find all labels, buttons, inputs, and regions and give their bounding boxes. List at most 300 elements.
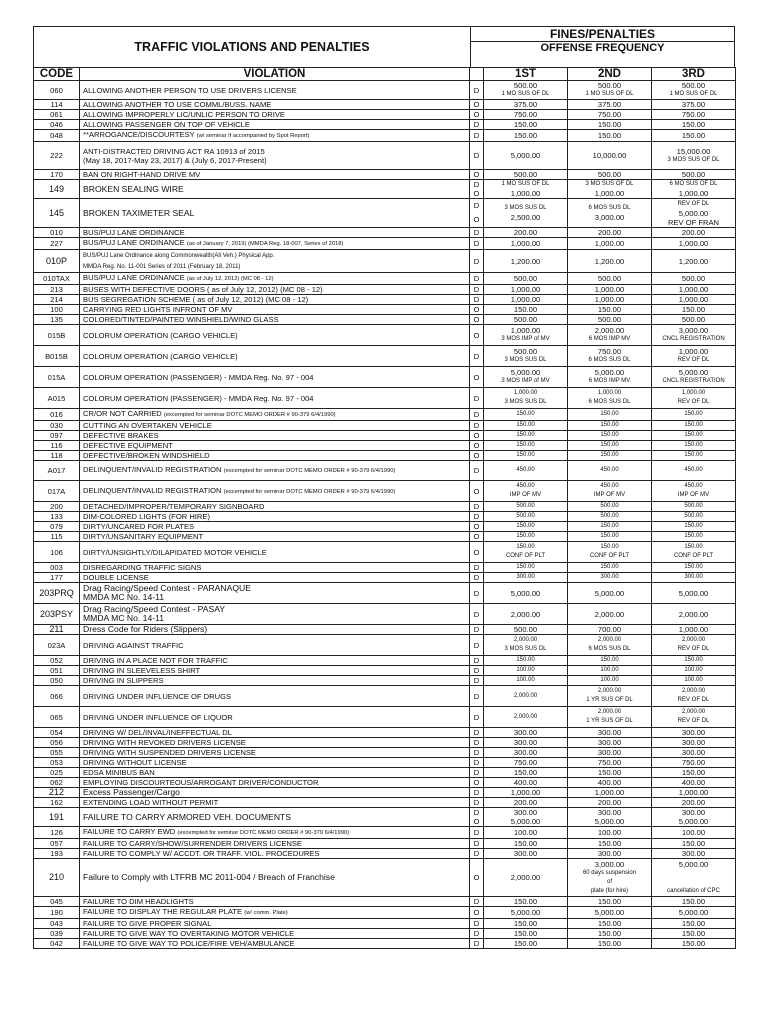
fine-line: 100.00: [516, 677, 535, 683]
fine-line: 500.00: [513, 170, 538, 179]
row-fine-f1: [484, 250, 568, 273]
document-title: TRAFFIC VIOLATIONS AND PENALTIES: [34, 27, 471, 67]
violation-note: (w/ comm. Plate): [244, 910, 288, 916]
row-type-d: D: [473, 808, 480, 817]
row-fine-f2: [568, 583, 652, 604]
row-fine-f3: [652, 563, 736, 573]
fine-line: 1,200.00: [594, 256, 625, 266]
row-fine-f2: [568, 461, 652, 481]
row-fine-f3: [652, 120, 736, 130]
row-violation: [80, 808, 470, 827]
row-type: D: [470, 788, 484, 798]
table-row: [34, 583, 736, 604]
table-row: [34, 305, 736, 315]
fine-line: 100.00: [684, 677, 703, 683]
fine-line: 6 MOS SUS DL: [588, 399, 631, 405]
penalties-table: [33, 67, 736, 949]
fine-line: 2,000.00: [597, 637, 622, 643]
violation-text: DRIVING W/ DEL/INVAL/INEFFECTUAL DL: [83, 728, 232, 737]
row-fine-f3: [652, 748, 736, 758]
row-fine-f2: [568, 532, 652, 542]
row-type: D: [470, 666, 484, 676]
row-code: 053: [34, 758, 80, 768]
row-code: 056: [34, 738, 80, 748]
violation-text: **ARROGANCE/DISCOURTESY: [83, 130, 195, 139]
fine-line: REV OF DL: [677, 200, 710, 207]
table-row: [34, 273, 736, 285]
violation-text: COLORUM OPERATION (PASSENGER) - MMDA Reg. No. 97 - 004: [83, 393, 314, 403]
fine-line: 700.00: [597, 625, 622, 634]
violation-text: BUSES WITH DEFECTIVE DOORS ( as of July 12, 2012) (MC 08 - 12): [83, 285, 323, 294]
row-fine-f1: [484, 666, 568, 676]
fine-line: 5,000.00: [594, 817, 625, 826]
row-type: [470, 199, 484, 228]
row-fine-f3: [652, 100, 736, 110]
violation-text: DEFECTIVE BRAKES: [83, 431, 159, 440]
fine-line: 150.00: [681, 929, 706, 938]
violation-text: FAILURE TO DISPLAY THE REGULAR PLATE: [83, 907, 243, 916]
fine-line: 1 MO SUS OF DL: [501, 181, 550, 187]
fine-line: 500.00: [513, 274, 538, 283]
violation-text: BROKEN TAXIMETER SEAL: [83, 207, 195, 218]
table-row: [34, 502, 736, 512]
row-type: D: [470, 707, 484, 728]
row-fine-f2: [568, 788, 652, 798]
violation-text: COLORUM OPERATION (CARGO VEHICLE): [83, 351, 238, 361]
row-type: O: [470, 778, 484, 788]
row-fine-f3: [652, 481, 736, 502]
row-fine-f1: [484, 929, 568, 939]
row-type: D: [470, 625, 484, 635]
row-fine-f2: [568, 656, 652, 666]
row-fine-f1: [484, 421, 568, 431]
row-fine-f3: [652, 142, 736, 170]
row-fine-f3: [652, 441, 736, 451]
row-fine-f1: [484, 431, 568, 441]
fine-line: 200.00: [597, 798, 622, 807]
row-code: 100: [34, 305, 80, 315]
fine-line: 150.00: [600, 422, 619, 428]
fine-line: 750.00: [597, 347, 622, 356]
row-code: 115: [34, 532, 80, 542]
row-code: 030: [34, 421, 80, 431]
row-fine-f1: [484, 325, 568, 346]
violation-text: BROKEN SEALING WIRE: [83, 183, 184, 194]
fine-line: plate (for hire): [590, 887, 629, 894]
row-fine-f3: [652, 542, 736, 563]
row-code: 003: [34, 563, 80, 573]
fine-line: 1,000.00: [510, 285, 541, 294]
violation-text: EMPLOYING DISCOURTEOUS/ARROGANT DRIVER/CONDUCTOR: [83, 778, 319, 787]
fine-line: 150.00: [516, 422, 535, 428]
fine-line: 150.00: [597, 839, 622, 848]
row-fine-f1: [484, 656, 568, 666]
row-fine-f2: [568, 367, 652, 388]
fine-line: 150.00: [513, 839, 538, 848]
row-code: 191: [34, 808, 80, 827]
violation-text: DELINQUENT/INVALID REGISTRATION: [83, 485, 222, 495]
violation-note: (as of January 7, 2019) (MMDA Reg. 18-007, Series of 2018): [186, 241, 344, 247]
fine-line: 300.00: [516, 574, 535, 580]
row-type: D: [470, 583, 484, 604]
fine-line: 100.00: [513, 828, 538, 837]
row-fine-f1: [484, 778, 568, 788]
fine-line: 2,000.00: [678, 609, 709, 619]
fine-line: 750.00: [597, 758, 622, 767]
fine-line: 10,000.00: [592, 151, 627, 160]
fine-line: IMP OF MV: [677, 492, 710, 498]
column-header-type: [470, 68, 484, 81]
row-fine-f2: [568, 170, 652, 180]
fine-line: 150.00: [516, 564, 535, 570]
fine-line: 300.00: [684, 574, 703, 580]
row-fine-f3: [652, 502, 736, 512]
row-type: O: [470, 907, 484, 919]
fine-line: 2,000.00: [681, 688, 706, 694]
row-violation: [80, 919, 470, 929]
row-fine-f1: [484, 522, 568, 532]
row-fine-f1: [484, 388, 568, 409]
row-code: 054: [34, 728, 80, 738]
row-fine-f3: [652, 707, 736, 728]
table-row: [34, 907, 736, 919]
fine-line: 150.00: [684, 422, 703, 428]
row-code: 190: [34, 907, 80, 919]
row-fine-f1: [484, 100, 568, 110]
row-type: D: [470, 839, 484, 849]
fine-line: 150.00: [516, 533, 535, 539]
violation-text: BUS/PUJ LANE ORDINANCE: [83, 238, 185, 247]
row-fine-f3: [652, 522, 736, 532]
row-type: D: [470, 919, 484, 929]
row-fine-f3: [652, 512, 736, 522]
row-fine-f3: [652, 676, 736, 686]
violation-text-line2: MMDA MC No. 14-11: [83, 592, 165, 602]
row-violation: [80, 502, 470, 512]
row-type: D: [470, 635, 484, 656]
row-fine-f3: [652, 170, 736, 180]
fine-line: 150.00: [600, 442, 619, 448]
row-fine-f1: [484, 367, 568, 388]
violation-text: BAN ON RIGHT-HAND DRIVE MV: [83, 170, 201, 179]
row-code: 079: [34, 522, 80, 532]
table-row: [34, 849, 736, 859]
violation-text: Dress Code for Riders (Slippers): [83, 624, 208, 634]
fine-line: 150.00: [513, 897, 538, 906]
fine-line: 500.00: [597, 315, 622, 324]
table-row: [34, 481, 736, 502]
row-type: D: [470, 285, 484, 295]
row-violation: [80, 367, 470, 388]
row-fine-f3: [652, 859, 736, 897]
row-type: D: [470, 939, 484, 949]
fine-line: 2,000.00: [594, 609, 625, 619]
fine-line: 1 YR SUS OF DL: [586, 697, 633, 703]
violation-text: CR/OR NOT CARRIED: [83, 409, 162, 418]
fine-line: 2,000.00: [681, 637, 706, 643]
fine-line: 1,000.00: [678, 239, 709, 248]
fine-line: 450.00: [684, 467, 703, 473]
violation-text: DRIVING IN SLEEVELESS SHIRT: [83, 666, 201, 675]
row-type-o: O: [473, 189, 480, 198]
table-row: [34, 728, 736, 738]
fine-line: CNCL REGISTRATION: [662, 378, 725, 384]
row-fine-f1: [484, 120, 568, 130]
fine-line: 150.00: [597, 131, 622, 140]
row-fine-f1: [484, 563, 568, 573]
fine-line: 1 MO SUS OF DL: [501, 91, 550, 97]
fine-line: 1,000.00: [510, 295, 541, 304]
row-code: 097: [34, 431, 80, 441]
fine-line: 450.00: [684, 483, 703, 489]
row-violation: [80, 788, 470, 798]
violation-text: DETACHED/IMPROPER/TEMPORARY SIGNBOARD: [83, 502, 265, 511]
fine-line: 150.00: [684, 442, 703, 448]
row-type: O: [470, 451, 484, 461]
row-violation: [80, 522, 470, 532]
fine-line: 150.00: [516, 657, 535, 663]
fine-line: 750.00: [681, 758, 706, 767]
row-violation: [80, 676, 470, 686]
fine-line: 1 MO SUS OF DL: [669, 91, 718, 97]
row-violation: [80, 897, 470, 907]
row-violation: [80, 250, 470, 273]
table-row: [34, 199, 736, 228]
fine-line: 1,000.00: [678, 347, 709, 356]
table-row: [34, 563, 736, 573]
row-fine-f2: [568, 409, 652, 421]
row-fine-f3: [652, 81, 736, 100]
table-row: [34, 748, 736, 758]
row-violation: [80, 228, 470, 238]
fine-line: 150.00: [513, 919, 538, 928]
row-type: D: [470, 421, 484, 431]
violation-text: BUS/PUJ LANE ORDINANCE: [83, 228, 185, 237]
fine-line: 375.00: [597, 100, 622, 109]
fine-line: 2,000.00: [513, 713, 538, 720]
fine-line: 1,000.00: [678, 625, 709, 634]
table-row: [34, 839, 736, 849]
fine-line: 100.00: [597, 828, 622, 837]
row-fine-f3: [652, 285, 736, 295]
row-violation: [80, 388, 470, 409]
fine-line: 2,000.00: [597, 688, 622, 694]
row-fine-f2: [568, 625, 652, 635]
violation-text: BUS/PUJ LANE ORDINANCE: [83, 273, 185, 282]
fine-line: 5,000.00: [678, 208, 709, 218]
violation-text: FAILURE TO CARRY/SHOW/SURRENDER DRIVERS LICENSE: [83, 839, 302, 848]
violation-text: COLORUM OPERATION (PASSENGER) - MMDA Reg. No. 97 - 004: [83, 372, 314, 382]
column-header-3rd: 3RD: [652, 68, 736, 81]
fine-line: 200.00: [681, 798, 706, 807]
row-code: 106: [34, 542, 80, 563]
table-row: [34, 451, 736, 461]
row-type: O: [470, 532, 484, 542]
row-violation: [80, 421, 470, 431]
row-fine-f2: [568, 758, 652, 768]
fine-line: CONF OF PLT: [505, 553, 546, 559]
fine-line: REV OF DL: [677, 646, 710, 652]
fine-line: 200.00: [597, 228, 622, 237]
row-violation: [80, 758, 470, 768]
row-code: 017A: [34, 481, 80, 502]
row-code: 050: [34, 676, 80, 686]
fine-line: REV OF DL: [677, 399, 710, 405]
row-fine-f2: [568, 686, 652, 707]
fine-line: 500.00: [597, 170, 622, 179]
table-row: [34, 461, 736, 481]
fine-line: 1,000.00: [510, 788, 541, 797]
column-header-row: [34, 68, 736, 81]
table-row: [34, 180, 736, 199]
violation-text: DIRTY/UNSIGHTLY/DILAPIDATED MOTOR VEHICLE: [83, 547, 267, 557]
row-violation: [80, 285, 470, 295]
fine-line: 3,000.00: [678, 326, 709, 335]
row-fine-f2: [568, 238, 652, 250]
fine-line: 2,500.00: [510, 213, 541, 222]
row-fine-f1: [484, 295, 568, 305]
row-violation: [80, 907, 470, 919]
offense-frequency-label: OFFENSE FREQUENCY: [540, 42, 665, 54]
fine-line: 1,000.00: [594, 189, 625, 198]
row-code: 214: [34, 295, 80, 305]
row-fine-f2: [568, 849, 652, 859]
row-code: 114: [34, 100, 80, 110]
row-fine-f1: [484, 502, 568, 512]
row-fine-f3: [652, 728, 736, 738]
violation-text: CUTTING AN OVERTAKEN VEHICLE: [83, 421, 212, 430]
row-fine-f3: [652, 346, 736, 367]
fine-line: CONF OF PLT: [589, 553, 630, 559]
fine-line: 6 MOS SUS DL: [588, 646, 631, 652]
row-type: D: [470, 346, 484, 367]
fine-line: 150.00: [600, 452, 619, 458]
row-fine-f1: [484, 827, 568, 839]
violation-text: DRIVING AGAINST TRAFFIC: [83, 640, 184, 650]
fine-line: 300.00: [681, 849, 706, 858]
row-fine-f2: [568, 441, 652, 451]
row-violation: [80, 798, 470, 808]
row-fine-f3: [652, 827, 736, 839]
violation-text: COLORUM OPERATION (CARGO VEHICLE): [83, 330, 238, 340]
row-fine-f2: [568, 666, 652, 676]
fine-line: 750.00: [513, 110, 538, 119]
row-violation: [80, 849, 470, 859]
fine-line: 1,000.00: [510, 326, 541, 335]
row-fine-f1: [484, 738, 568, 748]
row-fine-f2: [568, 325, 652, 346]
fine-line: 300.00: [681, 748, 706, 757]
row-type: D: [470, 573, 484, 583]
row-fine-f2: [568, 512, 652, 522]
violation-text: ALLOWING ANOTHER PERSON TO USE DRIVERS LICENSE: [83, 85, 297, 95]
fine-line: 100.00: [600, 667, 619, 673]
row-violation: [80, 346, 470, 367]
table-row: [34, 897, 736, 907]
row-code: 052: [34, 656, 80, 666]
table-row: [34, 532, 736, 542]
row-fine-f2: [568, 180, 652, 199]
table-row: [34, 859, 736, 897]
fine-line: 150.00: [597, 929, 622, 938]
fine-line: 2,000.00: [597, 709, 622, 715]
row-fine-f1: [484, 798, 568, 808]
row-fine-f3: [652, 180, 736, 199]
fine-line: 300.00: [513, 728, 538, 737]
fine-line: 5,000.00: [594, 588, 625, 598]
fine-line: 150.00: [516, 432, 535, 438]
row-code: 015A: [34, 367, 80, 388]
table-row: [34, 367, 736, 388]
row-code: 213: [34, 285, 80, 295]
fine-line: 150.00: [681, 939, 706, 948]
violation-text: BUS SEGREGATION SCHEME ( as of July 12, 2012) (MC 08 - 12): [83, 295, 309, 304]
row-code: 062: [34, 778, 80, 788]
row-fine-f1: [484, 728, 568, 738]
row-fine-f2: [568, 305, 652, 315]
table-row: [34, 315, 736, 325]
fine-line: 500.00: [600, 513, 619, 519]
fine-line: 1,000.00: [594, 239, 625, 248]
fine-line: 450.00: [600, 483, 619, 489]
table-row: [34, 676, 736, 686]
fine-line: 1,000.00: [678, 788, 709, 797]
fine-line: 100.00: [681, 828, 706, 837]
row-fine-f3: [652, 250, 736, 273]
fine-line: 3 MOS SUS OF DL: [667, 156, 720, 163]
row-fine-f1: [484, 583, 568, 604]
fine-line: 500.00: [681, 315, 706, 324]
row-code: 203PRQ: [34, 583, 80, 604]
column-header-violation: VIOLATION: [80, 68, 470, 81]
table-row: [34, 827, 736, 839]
row-fine-f3: [652, 778, 736, 788]
row-code: 065: [34, 707, 80, 728]
fine-line: 150.00: [684, 544, 703, 550]
fine-line: 3 MOS SUS DL: [504, 357, 547, 363]
row-type: D: [470, 768, 484, 778]
fine-line: 3,000.00: [594, 213, 625, 222]
row-type: O: [470, 170, 484, 180]
row-type: D: [470, 295, 484, 305]
fine-line: 5,000.00: [678, 588, 709, 598]
row-fine-f2: [568, 859, 652, 897]
fine-line: REV OF DL: [677, 718, 710, 724]
row-violation: [80, 707, 470, 728]
row-code: 016: [34, 409, 80, 421]
fine-line: 6 MO SUS OF DL: [669, 181, 718, 187]
row-fine-f3: [652, 738, 736, 748]
fine-line: 300.00: [600, 574, 619, 580]
fine-line: 15,000.00: [676, 146, 711, 156]
row-fine-f2: [568, 228, 652, 238]
violation-text: ALLOWING PASSENGER ON TOP OF VEHICLE: [83, 120, 250, 129]
row-fine-f2: [568, 315, 652, 325]
row-type: D: [470, 461, 484, 481]
row-code: 023A: [34, 635, 80, 656]
row-code: 045: [34, 897, 80, 907]
row-code: 118: [34, 451, 80, 461]
row-violation: [80, 573, 470, 583]
row-violation: [80, 748, 470, 758]
fine-line: 150.00: [681, 839, 706, 848]
row-fine-f2: [568, 738, 652, 748]
fine-line: 500.00: [513, 315, 538, 324]
fine-line: REV OF FRAN: [667, 217, 720, 227]
fine-line: 3 MO SUS OF DL: [585, 181, 634, 187]
fine-line: 150.00: [600, 523, 619, 529]
row-violation: [80, 583, 470, 604]
